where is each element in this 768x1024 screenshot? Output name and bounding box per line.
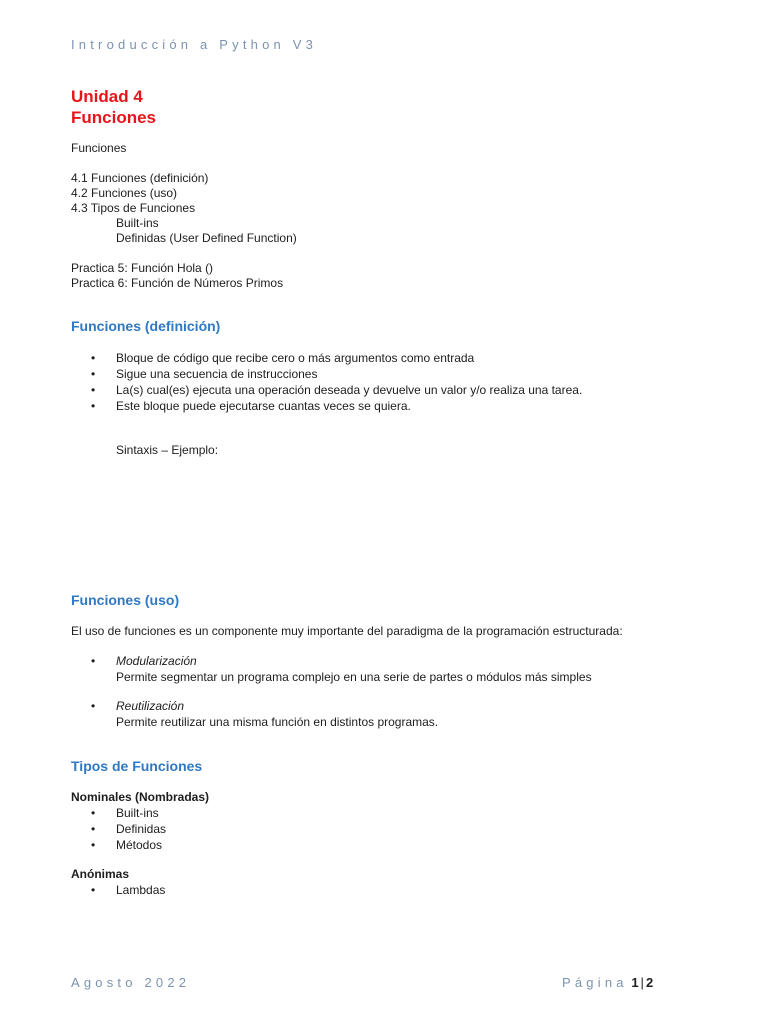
toc-practice: Practica 6: Función de Números Primos bbox=[71, 276, 284, 290]
list-item: • Built-ins bbox=[71, 805, 209, 821]
list-item: • Sigue una secuencia de instrucciones bbox=[71, 366, 582, 382]
anonimas-label: Anónimas bbox=[71, 867, 130, 881]
list-item: • Lambdas bbox=[71, 882, 165, 898]
list-item bbox=[71, 698, 438, 730]
section-heading-uso: Funciones (uso) bbox=[71, 592, 180, 608]
list-item: • Bloque de código que recibe cero o más argumentos como entrada bbox=[71, 350, 582, 366]
list-item: • Métodos bbox=[71, 837, 209, 853]
unit-title bbox=[71, 86, 156, 128]
toc-subitem: Definidas (User Defined Function) bbox=[116, 231, 297, 245]
page-total: 2 bbox=[645, 975, 654, 990]
section-heading-tipos: Tipos de Funciones bbox=[71, 758, 203, 774]
toc-item: 4.3 Tipos de Funciones bbox=[71, 201, 196, 215]
toc-subitem: Built-ins bbox=[116, 216, 159, 230]
list-item: • Este bloque puede ejecutarse cuantas veces se quiera. bbox=[71, 398, 582, 414]
list-item: • La(s) cual(es) ejecuta una operación deseada y devuelve un valor y/o realiza una tarea. bbox=[71, 382, 582, 398]
unit-number: Unidad 4 bbox=[71, 87, 143, 106]
toc-item: 4.2 Funciones (uso) bbox=[71, 186, 178, 200]
list-item: • Definidas bbox=[71, 821, 209, 837]
toc-practice: Practica 5: Función Hola () bbox=[71, 261, 214, 275]
list-item-description: Permite reutilizar una misma función en distintos programas. bbox=[116, 715, 439, 729]
uso-list bbox=[71, 653, 592, 685]
section-heading-definicion: Funciones (definición) bbox=[71, 318, 221, 334]
list-item bbox=[71, 653, 592, 685]
list-item-title: • Modularización bbox=[116, 654, 197, 668]
toc-intro: Funciones bbox=[71, 141, 127, 155]
list-item-title: • Reutilización bbox=[116, 699, 185, 713]
syntax-label: Sintaxis – Ejemplo: bbox=[116, 443, 219, 457]
table-of-contents bbox=[71, 141, 297, 291]
unit-name: Funciones bbox=[71, 108, 157, 127]
tipos-nominales bbox=[71, 790, 209, 853]
toc-item: 4.1 Funciones (definición) bbox=[71, 171, 209, 185]
page-current: 1 bbox=[631, 975, 639, 990]
footer-date: Agosto 2022 bbox=[71, 975, 191, 990]
list-item-description: Permite segmentar un programa complejo en una serie de partes o módulos más simples bbox=[116, 670, 592, 684]
uso-list-2 bbox=[71, 698, 438, 730]
uso-intro: El uso de funciones es un componente muy importante del paradigma de la programación estructurada: bbox=[71, 624, 623, 638]
nominales-label: Nominales (Nombradas) bbox=[71, 790, 210, 804]
page-label: Página bbox=[562, 975, 628, 990]
tipos-anonimas bbox=[71, 867, 165, 898]
document-header: Introducción a Python V3 bbox=[71, 37, 318, 52]
definicion-list bbox=[71, 350, 582, 414]
page-separator: | bbox=[640, 975, 644, 990]
footer-page-number bbox=[562, 975, 653, 990]
